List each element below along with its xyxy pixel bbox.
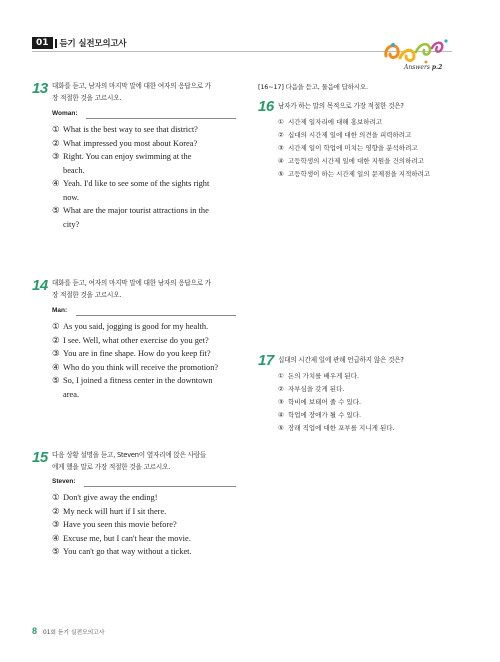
option-number: ④ bbox=[278, 411, 284, 419]
option-text: area. bbox=[63, 389, 80, 399]
option-number: ① bbox=[278, 372, 284, 380]
option-item[interactable] bbox=[52, 545, 252, 559]
question-14-instruction-line1: 대화를 듣고, 여자의 마지막 말에 대한 남자의 응답으로 가 bbox=[52, 279, 211, 287]
option-number: ③ bbox=[52, 152, 60, 161]
option-text: You are in fine shape. How do you keep fit? bbox=[63, 349, 211, 358]
option-number: ⑤ bbox=[278, 424, 284, 432]
option-number: ③ bbox=[52, 349, 60, 358]
question-17-options bbox=[278, 370, 478, 435]
option-text: Excuse me, but I can't hear the movie. bbox=[63, 533, 191, 543]
option-text: Right. You can enjoy swimming at the bbox=[63, 152, 192, 161]
option-number: ② bbox=[52, 138, 60, 148]
option-item[interactable] bbox=[278, 396, 478, 409]
question-15-instruction-line2: 에게 했을 말로 가장 적절한 것을 고르시오. bbox=[52, 463, 171, 471]
question-16-options bbox=[278, 116, 478, 181]
option-item-continued bbox=[52, 191, 252, 205]
question-15-speaker-label: Steven: bbox=[52, 478, 76, 485]
option-item[interactable] bbox=[52, 518, 252, 532]
question-14-answer-line bbox=[76, 315, 236, 316]
swirl-decoration-icon bbox=[382, 34, 452, 68]
option-text: 돈의 가치를 배우게 된다. bbox=[288, 372, 360, 380]
answers-reference bbox=[404, 64, 442, 71]
section-header bbox=[32, 37, 126, 49]
option-item[interactable] bbox=[52, 137, 252, 151]
option-item[interactable] bbox=[278, 409, 478, 422]
option-number: ⑤ bbox=[52, 547, 60, 556]
option-number: ④ bbox=[52, 362, 60, 372]
option-number: ⑤ bbox=[52, 376, 60, 385]
option-item[interactable] bbox=[52, 320, 252, 334]
option-number: ② bbox=[52, 335, 60, 345]
section-title: 듣기 실전모의고사 bbox=[59, 39, 127, 49]
question-13-speaker-label: Woman: bbox=[52, 110, 78, 117]
option-number: ③ bbox=[52, 520, 60, 529]
question-16-number: 16 bbox=[258, 98, 274, 115]
option-text: beach. bbox=[63, 165, 85, 175]
question-13-instruction-line2: 장 적절한 것을 고르시오. bbox=[52, 94, 122, 102]
option-text: 시간제 일이 학업에 미치는 영향을 분석하려고 bbox=[288, 144, 418, 152]
question-14-options bbox=[52, 320, 252, 401]
option-item[interactable] bbox=[52, 532, 252, 546]
option-number: ③ bbox=[278, 398, 284, 406]
option-item[interactable] bbox=[52, 177, 252, 191]
option-item-continued bbox=[52, 164, 252, 178]
option-number: ⑤ bbox=[278, 170, 284, 178]
option-number: ④ bbox=[52, 533, 60, 543]
question-15-instruction-line1: 다음 상황 설명을 듣고, Steven이 옆자리에 앉은 사람들 bbox=[52, 451, 207, 459]
question-13-options bbox=[52, 123, 252, 231]
option-text: As you said, jogging is good for my health. bbox=[63, 322, 209, 331]
question-14-instruction-line2: 장 적절한 것을 고르시오. bbox=[52, 291, 122, 299]
question-13-instruction bbox=[52, 80, 248, 104]
question-13-answer-line bbox=[86, 118, 236, 119]
answers-label: Answers bbox=[404, 64, 430, 71]
option-text: 학비에 보태어 줄 수 있다. bbox=[288, 398, 362, 406]
option-number: ⑤ bbox=[52, 206, 60, 215]
question-14-instruction bbox=[52, 277, 248, 301]
option-item[interactable] bbox=[278, 116, 478, 129]
option-text: My neck will hurt if I sit there. bbox=[63, 506, 167, 516]
option-text: Don't give away the ending! bbox=[63, 493, 158, 502]
question-13-number: 13 bbox=[32, 80, 48, 97]
option-text: 시간제 일자리에 대해 홍보하려고 bbox=[288, 118, 383, 126]
question-14-number: 14 bbox=[32, 277, 48, 294]
question-15-number: 15 bbox=[32, 449, 48, 466]
question-14-speaker-label: Man: bbox=[52, 307, 68, 314]
option-item[interactable] bbox=[52, 150, 252, 164]
option-text: city? bbox=[63, 219, 80, 229]
option-text: What are the major tourist attractions in the bbox=[63, 206, 209, 215]
option-text: I see. Well, what other exercise do you get? bbox=[63, 335, 209, 345]
question-13-instruction-line1: 대화를 듣고, 남자의 마지막 말에 대한 여자의 응답으로 가 bbox=[52, 82, 211, 90]
option-item[interactable] bbox=[52, 374, 252, 388]
option-text: Yeah. I'd like to see some of the sights right bbox=[63, 179, 210, 188]
question-15-options bbox=[52, 491, 252, 559]
question-17-number: 17 bbox=[258, 352, 274, 369]
option-number: ④ bbox=[278, 157, 284, 165]
option-number: ① bbox=[278, 118, 284, 126]
option-number: ④ bbox=[52, 179, 60, 188]
option-item[interactable] bbox=[52, 334, 252, 348]
option-item[interactable] bbox=[278, 129, 478, 142]
option-item[interactable] bbox=[52, 123, 252, 137]
answers-page: p.2 bbox=[431, 64, 443, 71]
header-separator bbox=[55, 39, 57, 48]
option-item[interactable] bbox=[278, 422, 478, 435]
option-text: 학업에 장애가 될 수 있다. bbox=[288, 411, 362, 419]
option-item[interactable] bbox=[278, 168, 478, 181]
option-item[interactable] bbox=[278, 370, 478, 383]
option-number: ① bbox=[52, 322, 60, 331]
option-number: ② bbox=[52, 506, 60, 516]
option-text: You can't go that way without a ticket. bbox=[63, 547, 192, 556]
footer-text: 01회 듣기 실전모의고사 bbox=[43, 630, 105, 636]
option-text: 고등학생이 하는 시간제 일의 문제점을 지적하려고 bbox=[288, 170, 431, 178]
option-text: 장래 직업에 대한 포부를 지니게 된다. bbox=[288, 424, 395, 432]
option-text: 고등학생의 시간제 일에 대한 지원을 건의하려고 bbox=[288, 157, 424, 165]
option-number: ② bbox=[278, 131, 284, 139]
question-16-instruction: 남자가 하는 말의 목적으로 가장 적절한 것은? bbox=[278, 102, 404, 110]
option-item[interactable] bbox=[52, 347, 252, 361]
question-15-instruction bbox=[52, 449, 248, 473]
option-text: Have you seen this movie before? bbox=[63, 520, 177, 529]
option-text: now. bbox=[63, 192, 79, 202]
page-footer bbox=[32, 626, 104, 636]
option-number: ① bbox=[52, 125, 60, 134]
page-number: 8 bbox=[32, 626, 38, 636]
option-item-continued bbox=[52, 218, 252, 232]
option-item[interactable] bbox=[52, 361, 252, 375]
set-instruction-16-17: [16~17] 다음을 듣고, 물음에 답하시오. bbox=[258, 83, 368, 91]
question-17-instruction: 십대의 시간제 일에 관해 언급하지 않은 것은? bbox=[278, 356, 404, 364]
option-item[interactable] bbox=[278, 155, 478, 168]
option-number: ① bbox=[52, 493, 60, 502]
option-text: 자부심을 갖게 된다. bbox=[288, 385, 345, 393]
question-15-answer-line bbox=[84, 486, 236, 487]
option-item-continued bbox=[52, 388, 252, 402]
option-text: What is the best way to see that district? bbox=[63, 125, 198, 134]
option-item[interactable] bbox=[52, 505, 252, 519]
option-text: What impressed you most about Korea? bbox=[63, 138, 198, 148]
option-item[interactable] bbox=[278, 383, 478, 396]
test-number-badge: 01 bbox=[32, 37, 53, 49]
option-text: So, I joined a fitness center in the downtown bbox=[63, 376, 213, 385]
option-number: ③ bbox=[278, 144, 284, 152]
option-item[interactable] bbox=[278, 142, 478, 155]
option-item[interactable] bbox=[52, 204, 252, 218]
option-text: 십대의 시간제 일에 대한 의견을 피력하려고 bbox=[288, 131, 412, 139]
option-number: ② bbox=[278, 385, 284, 393]
option-item[interactable] bbox=[52, 491, 252, 505]
option-text: Who do you think will receive the promotion? bbox=[63, 362, 219, 372]
